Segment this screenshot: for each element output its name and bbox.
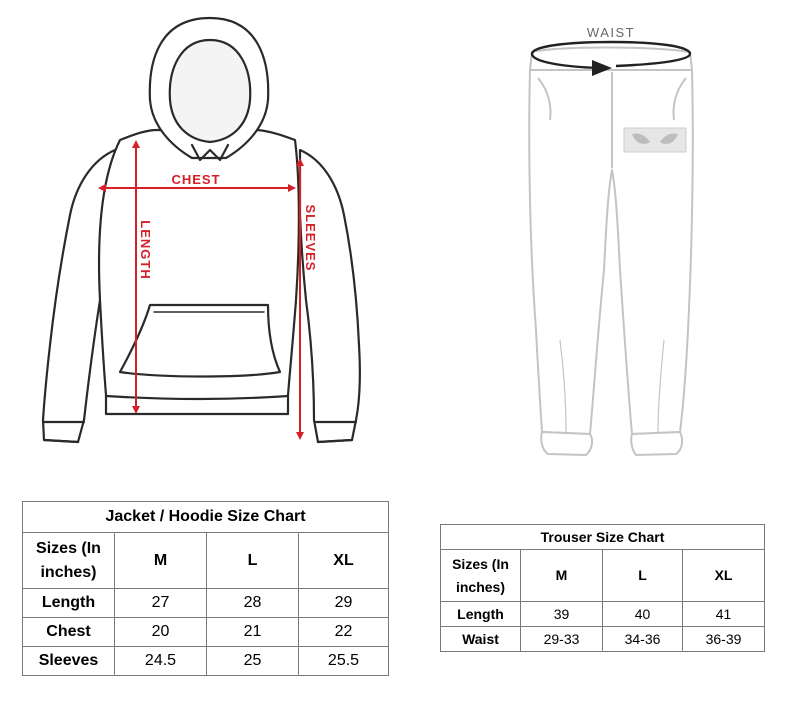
jacket-sleeves-l: 25 [207, 647, 299, 676]
trousers-logo-patch [624, 128, 686, 152]
trousers-drawing [529, 48, 693, 456]
jacket-length-xl: 29 [299, 589, 389, 618]
trouser-col-l: L [603, 550, 683, 602]
trouser-waist-m: 29-33 [521, 627, 603, 652]
trouser-table-title: Trouser Size Chart [441, 525, 765, 550]
jacket-col-m: M [115, 533, 207, 589]
jacket-size-chart [22, 501, 389, 676]
trouser-length-l: 40 [603, 602, 683, 627]
jacket-col-l: L [207, 533, 299, 589]
jacket-header-label-line1: Sizes (In [36, 539, 101, 557]
jacket-row-length-label: Length [23, 589, 115, 618]
trousers-right-cuff [631, 432, 682, 455]
trouser-header-label-line2: inches) [455, 578, 505, 595]
jacket-chest-xl: 22 [299, 618, 389, 647]
jacket-sleeves-m: 24.5 [115, 647, 207, 676]
jacket-length-l: 28 [207, 589, 299, 618]
hoodie-right-sleeve [300, 150, 360, 442]
jacket-header-label [23, 533, 115, 589]
table-row [23, 589, 389, 618]
trouser-waist-l: 34-36 [603, 627, 683, 652]
jacket-row-sleeves-label: Sleeves [23, 647, 115, 676]
hoodie-hood-opening [170, 40, 250, 142]
table-row [441, 627, 765, 652]
trouser-row-length-label: Length [441, 602, 521, 627]
trouser-length-xl: 41 [683, 602, 765, 627]
trouser-waist-xl: 36-39 [683, 627, 765, 652]
trouser-header-label-line1: Sizes (In [452, 555, 509, 572]
jacket-sleeves-xl: 25.5 [299, 647, 389, 676]
jacket-col-xl: XL [299, 533, 389, 589]
trouser-row-waist-label: Waist [441, 627, 521, 652]
trouser-length-m: 39 [521, 602, 603, 627]
sleeves-label: SLEEVES [303, 204, 318, 272]
trouser-col-m: M [521, 550, 603, 602]
jacket-chest-l: 21 [207, 618, 299, 647]
trouser-header-label [441, 550, 521, 602]
trousers-left-cuff [541, 432, 592, 455]
table-row [23, 647, 389, 676]
table-row [23, 618, 389, 647]
length-label: LENGTH [138, 220, 153, 280]
waist-label: WAIST [586, 25, 636, 40]
jacket-length-m: 27 [115, 589, 207, 618]
table-row [441, 602, 765, 627]
trouser-col-xl: XL [683, 550, 765, 602]
chest-label: CHEST [171, 172, 221, 187]
jacket-table-title: Jacket / Hoodie Size Chart [23, 502, 389, 533]
jacket-header-label-line2: inches) [40, 563, 97, 581]
jacket-row-chest-label: Chest [23, 618, 115, 647]
trouser-size-chart [440, 524, 765, 652]
jacket-chest-m: 20 [115, 618, 207, 647]
